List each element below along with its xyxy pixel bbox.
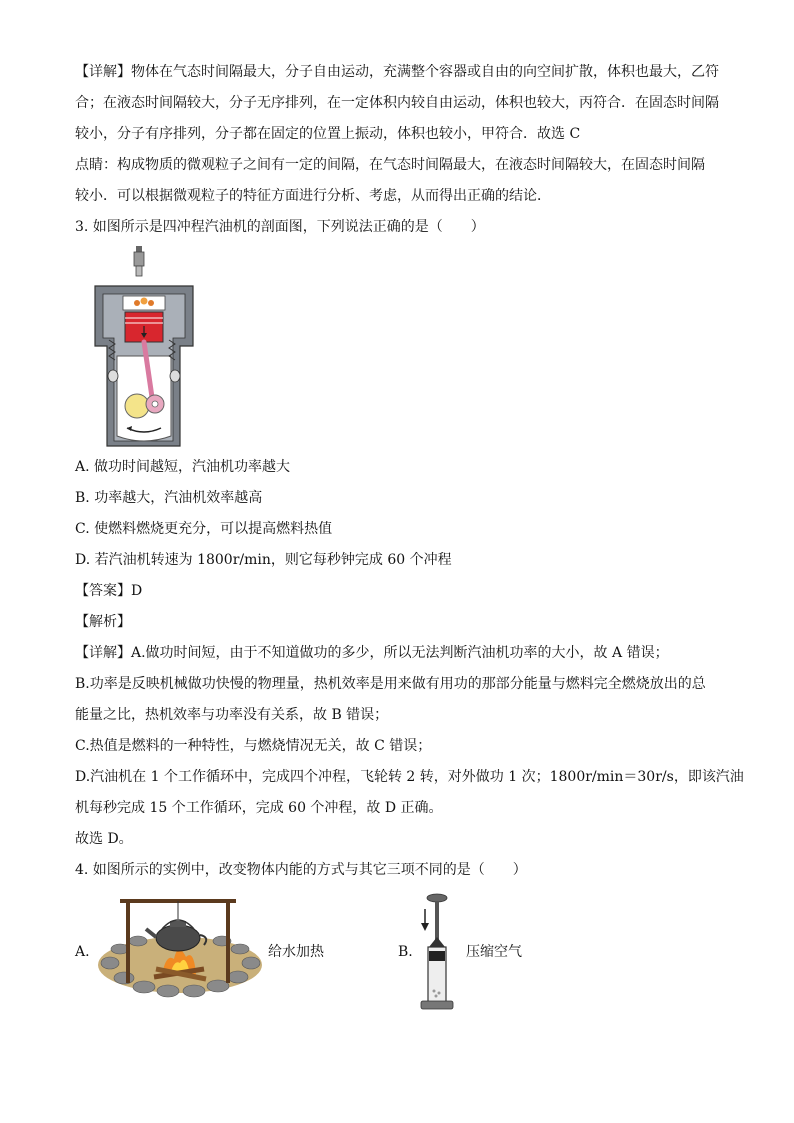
q4-option-b-letter: B.	[398, 944, 413, 960]
q3-analysis-heading: 【解析】	[75, 614, 131, 630]
q3-explain-line-6: 机每秒完成 15 个工作循环，完成 60 个冲程，故 D 正确。	[75, 800, 443, 816]
q3-explain-line-4: C.热值是燃料的一种特性，与燃烧情况无关，故 C 错误；	[75, 738, 432, 754]
arrow-down-icon	[421, 909, 429, 931]
q3-explain-line-3: 能量之比，热机效率与功率没有关系，故 B 错误；	[75, 707, 389, 723]
q3-explain-line-2: B.功率是反映机械做功快慢的物理量，热机效率是用来做有用功的那部分能量与燃料完全燃烧放出的总	[75, 676, 706, 692]
q3-explain-line-7: 故选 D。	[75, 831, 133, 847]
q4-option-a-text: 给水加热	[268, 944, 324, 960]
tip-line-2: 较小．可以根据微观粒子的特征方面进行分析、考虑，从而得出正确的结论．	[75, 188, 551, 204]
explain-1-line-3: 较小，分子有序排列，分子都在固定的位置上振动，体积也较小，甲符合．故选 C	[75, 126, 581, 142]
q3-option-a: A. 做功时间越短，汽油机功率越大	[75, 459, 291, 475]
q3-option-d: D. 若汽油机转速为 1800r/min，则它每秒钟完成 60 个冲程	[75, 552, 452, 568]
explain-1-line-2: 合；在液态时间隔较大，分子无序排列，在一定体积内较自由运动，体积也较大，丙符合．在固态时间隔	[75, 95, 719, 111]
engine-cross-section-figure	[85, 246, 203, 451]
q3-explain-line-1: 【详解】A.做功时间短，由于不知道做功的多少，所以无法判断汽油机功率的大小，故 A 错误；	[75, 645, 669, 661]
tip-line-1: 点睛：构成物质的微观粒子之间有一定的间隔，在气态时间隔最大，在液态时间隔较大，在固态时间隔	[75, 157, 705, 173]
q3-option-c: C. 使燃料燃烧更充分，可以提高燃料热值	[75, 521, 333, 537]
q3-explain-line-5: D.汽油机在 1 个工作循环中，完成四个冲程，飞轮转 2 转，对外做功 1 次；1800r/min＝30r/s，即该汽油	[75, 769, 744, 785]
spark-plug-icon	[134, 246, 144, 276]
q4-stem: 4. 如图所示的实例中，改变物体内能的方式与其它三项不同的是（ ）	[75, 862, 527, 878]
explain-1-line-1: 【详解】物体在气态时间隔最大，分子自由运动，充满整个容器或自由的向空间扩散，体积也最大，乙符	[75, 64, 719, 80]
q3-stem: 3. 如图所示是四冲程汽油机的剖面图，下列说法正确的是（ ）	[75, 219, 485, 235]
air-compression-syringe-figure	[417, 893, 457, 1011]
q3-option-b: B. 功率越大，汽油机效率越高	[75, 490, 263, 506]
q4-option-b-text: 压缩空气	[466, 944, 522, 960]
q4-option-a-letter: A.	[75, 944, 90, 960]
campfire-kettle-figure	[96, 893, 264, 998]
q3-answer: 【答案】D	[75, 583, 143, 599]
